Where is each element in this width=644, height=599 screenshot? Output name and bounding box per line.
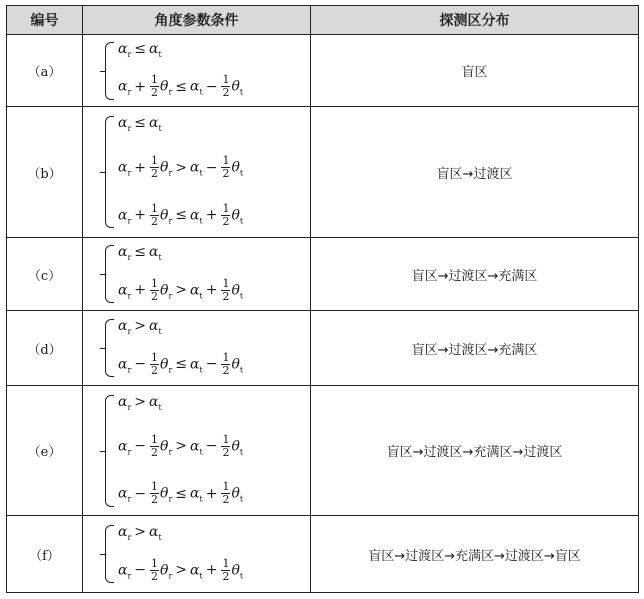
math-symbol: + (205, 562, 218, 579)
condition-line (118, 116, 243, 133)
math-symbol: α (118, 562, 128, 579)
condition-line (118, 395, 243, 412)
math-symbol: − (205, 438, 218, 455)
math-symbol: θ (231, 356, 240, 373)
math-symbol: t (199, 365, 203, 375)
math-symbol: α (118, 438, 128, 455)
condition-system (105, 116, 310, 228)
math-symbol: θ (160, 78, 169, 95)
math-symbol: 2 (151, 363, 159, 377)
math-symbol: 2 (222, 445, 230, 459)
math-symbol: 1 (151, 154, 159, 168)
math-symbol: − (205, 78, 218, 95)
math-symbol: 2 (151, 289, 159, 303)
math-symbol: t (158, 123, 162, 133)
math-symbol: − (134, 356, 147, 373)
math-symbol: θ (231, 159, 240, 176)
math-symbol: θ (231, 207, 240, 224)
math-symbol: r (127, 168, 132, 178)
math-symbol: > (134, 318, 147, 334)
math-symbol: r (168, 571, 173, 581)
row-id: （c） (7, 238, 83, 311)
math-symbol: 1 (222, 556, 230, 570)
condition-line (118, 155, 243, 180)
math-symbol: α (190, 282, 200, 299)
brace (105, 319, 114, 377)
math-symbol: > (175, 159, 188, 176)
condition-system (105, 245, 310, 303)
math-symbol: 2 (222, 569, 230, 583)
math-symbol: θ (160, 207, 169, 224)
condition-line (118, 352, 243, 377)
math-symbol: α (190, 562, 200, 579)
math-symbol: α (149, 40, 159, 57)
math-symbol: > (175, 562, 188, 579)
math-symbol: t (239, 216, 244, 226)
math-symbol: ≤ (134, 40, 147, 57)
math-symbol: 1 (151, 276, 159, 290)
math-symbol: t (199, 494, 203, 504)
math-symbol: α (149, 244, 159, 260)
math-symbol: 2 (222, 363, 230, 377)
condition-cell (83, 311, 311, 386)
math-symbol: α (190, 159, 200, 176)
math-symbol: ≤ (134, 115, 147, 131)
math-symbol: ≤ (175, 78, 188, 95)
row-id: （e） (7, 386, 83, 516)
math-symbol: α (118, 78, 128, 95)
math-symbol: α (118, 207, 128, 224)
math-symbol: > (175, 438, 188, 455)
math-symbol: > (175, 282, 188, 299)
math-symbol: 2 (151, 167, 159, 181)
math-symbol: θ (160, 438, 169, 455)
result-cell: 盲区→过渡区 (311, 107, 639, 238)
table-row (7, 35, 639, 107)
condition-cell (83, 386, 311, 516)
math-symbol: ≤ (175, 356, 188, 373)
math-symbol: θ (231, 282, 240, 299)
math-symbol: θ (160, 485, 169, 502)
math-symbol: 1 (222, 350, 230, 364)
math-symbol: t (239, 494, 244, 504)
math-symbol: r (127, 123, 132, 133)
condition-cell (83, 107, 311, 238)
brace (105, 395, 114, 507)
math-symbol: t (239, 291, 244, 301)
math-symbol: θ (160, 356, 169, 373)
condition-line (118, 245, 243, 262)
math-symbol: α (118, 244, 128, 260)
header-id: 编号 (7, 6, 83, 35)
condition-line (118, 525, 243, 542)
condition-system (105, 42, 310, 100)
condition-line (118, 74, 243, 99)
math-symbol: α (118, 40, 128, 57)
math-symbol: 2 (151, 493, 159, 507)
table-row (7, 516, 639, 593)
math-symbol: − (205, 159, 218, 176)
math-symbol: 2 (151, 86, 159, 100)
parameter-table (6, 5, 639, 593)
math-symbol: α (149, 318, 159, 334)
math-symbol: 1 (151, 350, 159, 364)
math-symbol: 2 (222, 167, 230, 181)
math-symbol: θ (160, 562, 169, 579)
condition-system (105, 525, 310, 583)
math-symbol: r (168, 494, 173, 504)
table-row (7, 386, 639, 516)
row-id: （a） (7, 35, 83, 107)
math-symbol: t (199, 216, 203, 226)
math-symbol: r (168, 365, 173, 375)
math-symbol: > (134, 524, 147, 540)
math-symbol: + (205, 282, 218, 299)
math-symbol: > (134, 393, 147, 410)
math-symbol: r (127, 402, 132, 412)
math-symbol: r (168, 216, 173, 226)
condition-cell (83, 516, 311, 593)
condition-cell (83, 238, 311, 311)
math-symbol: θ (231, 485, 240, 502)
math-symbol: − (134, 438, 147, 455)
condition-line (118, 42, 243, 59)
math-symbol: α (118, 485, 128, 502)
result-cell: 盲区→过渡区→充满区→过渡区→盲区 (311, 516, 639, 593)
math-symbol: 2 (222, 289, 230, 303)
math-symbol: t (239, 365, 244, 375)
math-symbol: 1 (222, 276, 230, 290)
math-symbol: t (158, 49, 162, 59)
condition-line (118, 278, 243, 303)
condition-cell (83, 35, 311, 107)
math-symbol: r (127, 252, 132, 262)
condition-line (118, 481, 243, 506)
math-symbol: t (239, 571, 244, 581)
math-symbol: 1 (222, 480, 230, 494)
result-cell: 盲区→过渡区→充满区 (311, 238, 639, 311)
math-symbol: r (168, 87, 173, 97)
math-symbol: t (199, 447, 203, 457)
math-symbol: 1 (151, 480, 159, 494)
math-symbol: r (127, 326, 132, 336)
math-symbol: t (199, 168, 203, 178)
math-symbol: α (190, 78, 200, 95)
math-symbol: α (190, 438, 200, 455)
math-symbol: 1 (222, 73, 230, 87)
math-symbol: α (118, 115, 128, 131)
math-symbol: 2 (222, 86, 230, 100)
math-symbol: 2 (222, 493, 230, 507)
math-symbol: t (158, 532, 162, 542)
math-symbol: t (199, 87, 203, 97)
math-symbol: + (205, 207, 218, 224)
math-symbol: r (127, 291, 132, 301)
brace (105, 525, 114, 583)
math-symbol: α (149, 524, 159, 540)
math-symbol: α (190, 207, 200, 224)
math-symbol: θ (231, 438, 240, 455)
math-symbol: α (149, 115, 159, 131)
math-symbol: r (127, 365, 132, 375)
condition-line (118, 319, 243, 336)
math-symbol: t (158, 402, 162, 412)
math-symbol: r (127, 532, 132, 542)
table-row (7, 311, 639, 386)
math-symbol: θ (160, 282, 169, 299)
math-symbol: 2 (151, 569, 159, 583)
math-symbol: θ (231, 562, 240, 579)
math-symbol: 1 (151, 556, 159, 570)
math-symbol: 2 (151, 214, 159, 228)
math-symbol: t (239, 168, 244, 178)
math-symbol: 2 (222, 214, 230, 228)
math-symbol: α (190, 485, 200, 502)
math-symbol: ≤ (175, 485, 188, 502)
condition-line (118, 558, 243, 583)
row-id: （b） (7, 107, 83, 238)
math-symbol: t (199, 571, 203, 581)
math-symbol: ≤ (175, 207, 188, 224)
math-symbol: r (127, 49, 132, 59)
math-symbol: α (118, 282, 128, 299)
math-symbol: r (168, 447, 173, 457)
math-symbol: − (134, 485, 147, 502)
math-symbol: r (168, 168, 173, 178)
math-symbol: 2 (151, 445, 159, 459)
math-symbol: α (118, 524, 128, 540)
math-symbol: t (199, 291, 203, 301)
math-symbol: 1 (151, 73, 159, 87)
result-cell: 盲区 (311, 35, 639, 107)
math-symbol: r (168, 291, 173, 301)
math-symbol: t (158, 252, 162, 262)
math-symbol: α (118, 159, 128, 176)
row-id: （f） (7, 516, 83, 593)
math-symbol: 1 (222, 201, 230, 215)
math-symbol: t (239, 87, 244, 97)
math-symbol: 1 (151, 201, 159, 215)
math-symbol: + (134, 159, 147, 176)
header-row (7, 6, 639, 35)
condition-system (105, 319, 310, 377)
condition-line (118, 434, 243, 459)
header-conditions: 角度参数条件 (83, 6, 311, 35)
math-symbol: − (205, 356, 218, 373)
math-symbol: r (127, 216, 132, 226)
math-symbol: + (134, 78, 147, 95)
math-symbol: + (134, 282, 147, 299)
math-symbol: α (190, 356, 200, 373)
brace (105, 245, 114, 303)
math-symbol: 1 (151, 432, 159, 446)
math-symbol: + (205, 485, 218, 502)
result-cell: 盲区→过渡区→充满区→过渡区 (311, 386, 639, 516)
math-symbol: α (118, 356, 128, 373)
table-row (7, 107, 639, 238)
math-symbol: θ (160, 159, 169, 176)
math-symbol: r (127, 571, 132, 581)
math-symbol: + (134, 207, 147, 224)
brace (105, 116, 114, 228)
table-row (7, 238, 639, 311)
math-symbol: t (239, 447, 244, 457)
math-symbol: θ (231, 78, 240, 95)
math-symbol: 1 (222, 432, 230, 446)
math-symbol: 1 (222, 154, 230, 168)
brace (105, 42, 114, 100)
math-symbol: − (134, 562, 147, 579)
math-symbol: r (127, 447, 132, 457)
condition-line (118, 203, 243, 228)
math-symbol: α (149, 393, 159, 410)
math-symbol: r (127, 494, 132, 504)
condition-system (105, 395, 310, 507)
math-symbol: t (158, 326, 162, 336)
math-symbol: α (118, 393, 128, 410)
header-result: 探测区分布 (311, 6, 639, 35)
math-symbol: r (127, 87, 132, 97)
result-cell: 盲区→过渡区→充满区 (311, 311, 639, 386)
math-symbol: α (118, 318, 128, 334)
math-symbol: ≤ (134, 244, 147, 260)
row-id: （d） (7, 311, 83, 386)
